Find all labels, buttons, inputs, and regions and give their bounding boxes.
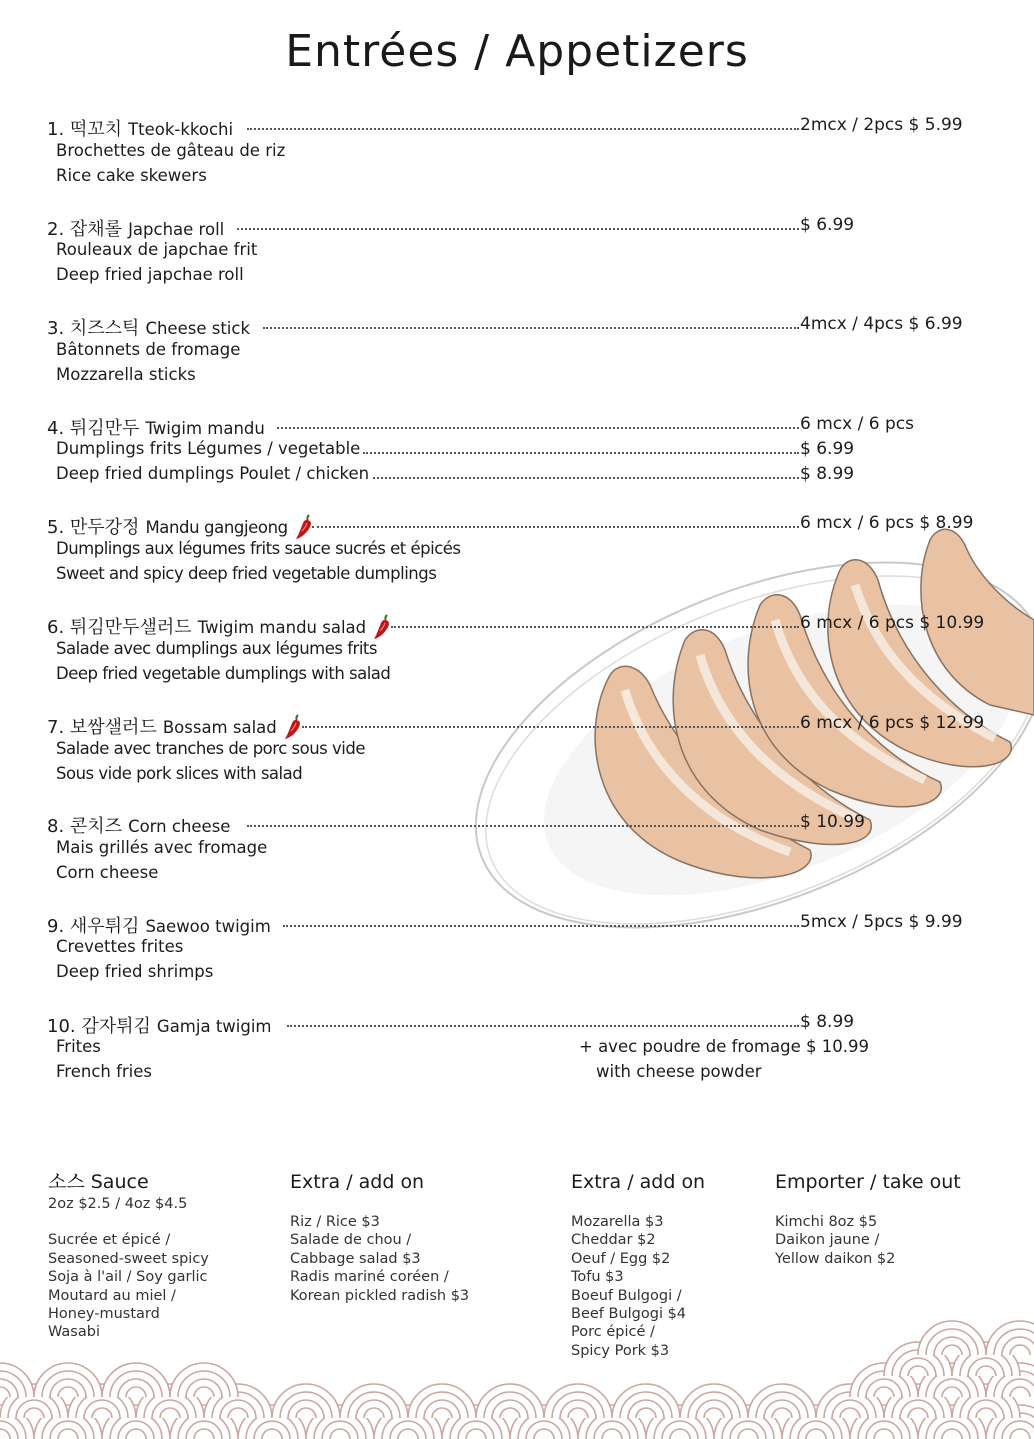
item-desc-en: French fries [56,1062,153,1081]
list-item: Tofu $3 [571,1269,624,1286]
item-price: 4mcx / 4pcs $ 6.99 [800,314,963,334]
dot-leader [263,327,799,329]
list-item: Sucrée et épicé / [48,1232,171,1249]
item-desc-fr: Dumplings aux légumes frits sauce sucrés et épicés [56,539,461,558]
item-desc-fr: Salade avec dumplings aux légumes frits [56,639,377,658]
item-desc-fr: Salade avec tranches de porc sous vide [56,739,365,758]
item-desc-en: Deep fried japchae roll [56,265,244,284]
item-desc-en: Deep fried shrimps [56,962,214,981]
item-korean-name: 6. 튀김만두샐러드 [47,617,192,638]
list-item: Cabbage salad $3 [290,1250,421,1267]
list-item: Kimchi 8oz $5 [775,1214,878,1230]
item-english-name: Bossam salad [162,718,277,737]
item-price: 5mcx / 5pcs $ 9.99 [800,912,963,932]
list-item: Cheddar $2 [571,1232,656,1249]
item-english-name: Mandu gangjeong [145,518,288,537]
list-item: Riz / Rice $3 [290,1214,380,1230]
item-desc-en: Deep fried dumplings Poulet / chicken [56,464,370,483]
menu-item-8 [47,812,977,892]
item-korean-name: 7. 보쌈샐러드 [47,717,157,738]
item-desc-en: Sweet and spicy deep fried vegetable dumplings [56,564,437,583]
dot-leader [373,477,799,479]
list-item: Daikon jaune / [775,1232,880,1249]
item-price: $ 8.99 [800,1012,855,1032]
item-english-name: Japchae roll [128,220,225,239]
sauce-heading: 소스 Sauce [48,1171,149,1193]
item-korean-name: 3. 치즈스틱 [47,318,140,339]
menu-item-3 [47,314,977,394]
item-desc-fr: Dumplings frits Légumes / vegetable [56,439,361,458]
extra-list [290,1213,469,1305]
menu-item-1 [47,115,977,195]
wave-scale [748,1384,816,1418]
wave-scale [918,1321,986,1355]
item-price: 6 mcx / 6 pcs $ 8.99 [800,513,974,533]
wave-scale [544,1384,612,1418]
item-price: 6 mcx / 6 pcs [800,414,914,434]
item-english-name: Twigim mandu salad [197,618,367,637]
list-item: Spicy Pork $3 [571,1342,670,1359]
dot-leader [247,825,799,827]
list-item: Mozarella $3 [571,1214,664,1230]
dot-leader [247,128,799,130]
list-item: Korean pickled radish $3 [290,1287,470,1304]
wave-scale [34,1363,102,1397]
item-english-name: Corn cheese [128,817,231,836]
menu-item-6 [47,613,985,693]
item-desc-fr: Brochettes de gâteau de riz [56,141,286,160]
list-item: Radis mariné coréen / [290,1269,449,1286]
cheese-powder-option: + avec poudre de fromage $ 10.99 [579,1037,869,1056]
seigaiha-wave-pattern [0,1318,1034,1439]
chili-pepper-icon [372,614,392,640]
menu-item-2 [47,215,977,295]
item-english-name: Tteok-kkochi [128,120,234,139]
item-price: 2mcx / 2pcs $ 5.99 [800,115,963,135]
item-desc-en: Sous vide pork slices with salad [56,764,303,783]
item-desc-fr: Rouleaux de japchae frit [56,240,258,259]
item-korean-name: 5. 만두강정 [47,517,140,538]
dot-leader [363,452,799,454]
dot-leader [237,228,799,230]
takeout-section [775,1170,961,1268]
dot-leader [302,726,799,728]
menu-item-10 [47,1012,977,1092]
item-price: 6 mcx / 6 pcs $ 12.99 [800,713,985,733]
menu-item-9 [47,912,977,992]
wave-scale [340,1384,408,1418]
item-english-name: Cheese stick [145,319,251,338]
list-item: Porc épicé / [571,1324,655,1341]
item-price-chicken: $ 8.99 [800,464,855,484]
item-korean-name: 9. 새우튀김 [47,916,140,937]
extra-heading: Extra / add on [571,1171,706,1193]
dot-leader [312,526,799,528]
item-desc-fr: Frites [56,1037,101,1056]
wave-scale [170,1363,238,1397]
item-english-name: Saewoo twigim [145,917,271,936]
item-english-name: Twigim mandu [145,419,265,438]
takeout-list [775,1213,961,1268]
list-item: Beef Bulgogi $4 [571,1306,687,1323]
dot-leader [283,925,799,927]
menu-item-4 [47,414,977,494]
wave-scale [408,1384,476,1418]
chili-pepper-icon [283,714,303,740]
wave-scale [612,1384,680,1418]
item-price-vegetable: $ 6.99 [800,439,855,459]
item-korean-name: 2. 잡채롤 [47,219,123,240]
sauce-sizes: 2oz $2.5 / 4oz $4.5 [48,1196,188,1212]
list-item: Oeuf / Egg $2 [571,1250,671,1267]
dot-leader [277,427,799,429]
list-item: Yellow daikon $2 [775,1250,896,1267]
wave-scale [680,1384,748,1418]
dot-leader [391,626,799,628]
item-korean-name: 1. 떡꼬치 [47,119,123,140]
chili-pepper-icon [294,514,314,540]
wave-scale [986,1321,1034,1355]
list-item: Moutard au miel / [48,1287,176,1304]
wave-scale [102,1363,170,1397]
extra-addon-section-1 [290,1170,469,1305]
item-desc-en: Rice cake skewers [56,166,207,185]
takeout-heading: Emporter / take out [775,1171,961,1193]
menu-item-7 [47,713,985,793]
list-item: Boeuf Bulgogi / [571,1287,682,1304]
extra-heading: Extra / add on [290,1171,425,1193]
wave-scale [0,1363,34,1397]
item-korean-name: 8. 콘치즈 [47,816,123,837]
item-desc-fr: Bâtonnets de fromage [56,340,241,359]
item-price: $ 10.99 [800,812,865,832]
list-item: Soja à l'ail / Soy garlic [48,1269,208,1286]
cheese-powder-option-en: with cheese powder [596,1062,762,1081]
wave-scale [272,1384,340,1418]
list-item: Seasoned-sweet spicy [48,1250,209,1267]
list-item: Honey-mustard [48,1306,160,1323]
item-desc-fr: Crevettes frites [56,937,184,956]
dot-leader [287,1025,799,1027]
item-desc-en: Deep fried vegetable dumplings with salad [56,664,391,683]
item-korean-name: 10. 감자튀김 [47,1016,151,1037]
item-price: $ 6.99 [800,215,855,235]
item-korean-name: 4. 튀김만두 [47,418,140,439]
item-desc-en: Mozzarella sticks [56,365,196,384]
item-desc-fr: Mais grillés avec fromage [56,838,268,857]
page-title: Entrées / Appetizers [285,26,749,77]
item-desc-en: Corn cheese [56,863,159,882]
sauce-section [48,1170,209,1342]
item-price: 6 mcx / 6 pcs $ 10.99 [800,613,985,633]
wave-scale [476,1384,544,1418]
menu-item-5 [47,513,977,593]
list-item: Wasabi [48,1324,100,1341]
item-english-name: Gamja twigim [156,1017,272,1036]
list-item: Salade de chou / [290,1232,412,1249]
